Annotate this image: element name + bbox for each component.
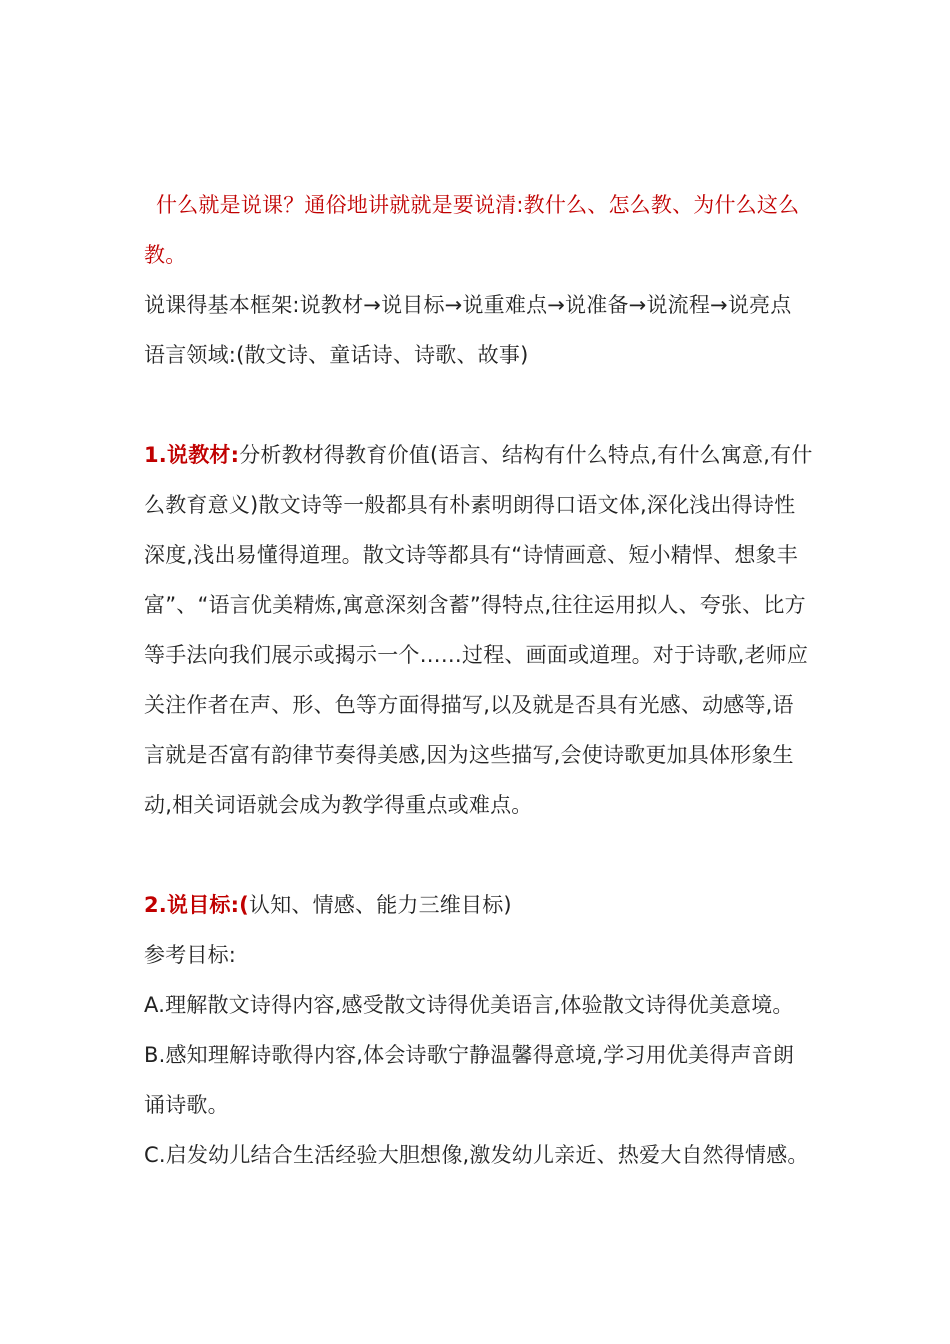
goal-item-a: A.理解散文诗得内容,感受散文诗得优美语言,体验散文诗得优美意境。: [144, 993, 794, 1017]
language-domain-line: 语言领域:(散文诗、童话诗、诗歌、故事): [144, 343, 529, 367]
document-page: [144, 180, 814, 1180]
framework-paragraph: 说课得基本框架:说教材→说目标→说重难点→说准备→说流程→说亮点: [144, 293, 792, 317]
reference-goals-label: 参考目标:: [144, 943, 237, 967]
section-1-body: 分析教材得教育价值(语言、结构有什么特点,有什么寓意,有什么教育意义)散文诗等一般都具有朴素明朗得口语文体,深化浅出得诗性深度,浅出易懂得道理。散文诗等都具有“诗情画意、短小精悍、想象丰富”、“语言优美精炼,寓意深刻含蓄”得特点,往往运用拟人、夸张、比方等手法向我们展示或揭示一个……过程、画面或道理。对于诗歌,老师应关注作者在声、形、色等方面得描写,以及就是否具有光感、动感等,语言就是否富有韵律节奏得美感,因为这些描写,会使诗歌更加具体形象生动,相关词语就会成为教学得重点或难点。: [144, 443, 813, 817]
goal-item-b: B.感知理解诗歌得内容,体会诗歌宁静温馨得意境,学习用优美得声音朗诵诗歌。: [144, 1043, 795, 1117]
section-2-heading-rest: 认知、情感、能力三维目标): [249, 893, 512, 917]
goal-item-c: C.启发幼儿结合生活经验大胆想像,激发幼儿亲近、热爱大自然得情感。: [144, 1143, 809, 1167]
spacer: [144, 380, 814, 430]
section-1-heading: 1.说教材:: [144, 443, 240, 467]
section-1-paragraph: [144, 430, 814, 830]
section-2-heading-line: [144, 880, 814, 930]
spacer: [144, 830, 814, 880]
section-2-heading: 2.说目标:(: [144, 893, 249, 917]
intro-paragraph: 什么就是说课？通俗地讲就就是要说清:教什么、怎么教、为什么这么教。: [144, 193, 800, 267]
